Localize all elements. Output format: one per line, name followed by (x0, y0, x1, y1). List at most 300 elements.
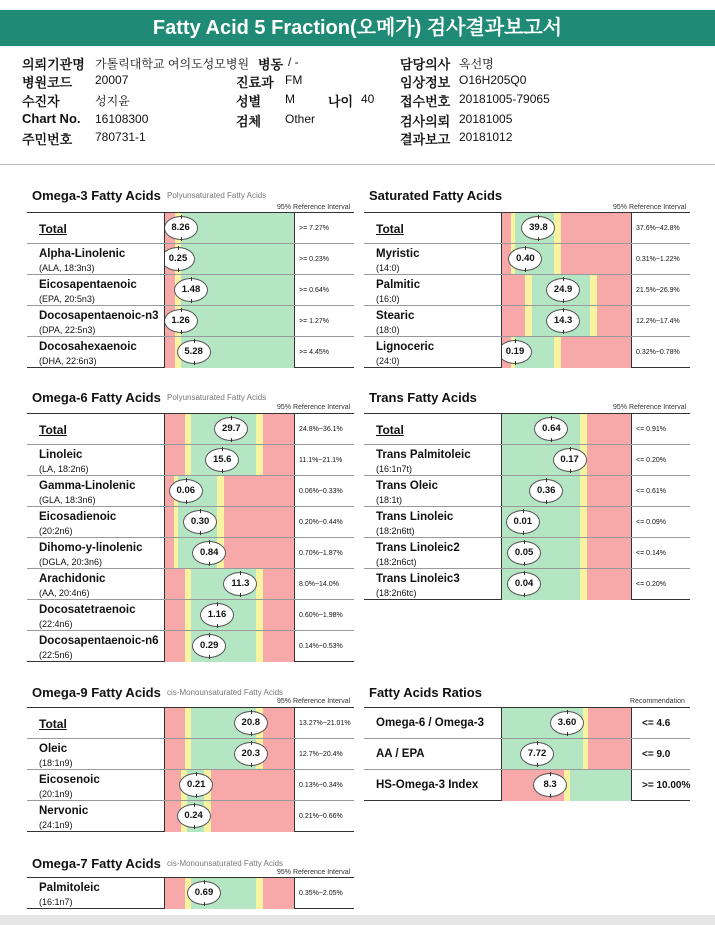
info-value: / - (288, 55, 299, 69)
range-bar (502, 445, 632, 475)
marker-tick (550, 772, 551, 776)
range-bar (165, 878, 295, 909)
range-bar (502, 538, 632, 568)
result-row (27, 708, 354, 739)
result-row (364, 476, 690, 507)
range-segment-red (587, 414, 633, 444)
analyte-code: (24:0) (376, 356, 400, 366)
analyte-name: Total (39, 423, 67, 437)
result-row (27, 244, 354, 275)
analyte-name: Total (376, 423, 404, 437)
range-segment-red (502, 275, 525, 305)
value-marker (192, 541, 226, 565)
reference-range: 37.6%~42.8% (636, 225, 680, 232)
info-value: 가톨릭대학교 여의도성모병원 (95, 57, 250, 71)
result-row (364, 337, 690, 368)
analyte-name: Docosatetraenoic (39, 604, 136, 616)
marker-tick (546, 478, 547, 482)
result-value: 3.60 (557, 717, 577, 728)
range-segment-red (263, 878, 296, 909)
result-value: 0.84 (199, 547, 219, 558)
result-row (27, 306, 354, 337)
row-name-cell (27, 507, 165, 537)
result-row (364, 507, 690, 538)
marker-tick (217, 602, 218, 606)
reference-range: 0.06%~0.33% (299, 488, 343, 495)
range-segment-red (587, 507, 633, 537)
range-segment-red (588, 739, 632, 769)
row-name-cell (27, 631, 165, 662)
value-marker (520, 742, 554, 766)
value-marker (169, 479, 203, 503)
result-row (27, 507, 354, 538)
range-segment-red (263, 600, 296, 630)
value-marker (234, 711, 268, 735)
marker-tick (570, 447, 571, 451)
reference-range: >= 0.23% (299, 256, 329, 263)
section-subtitle: cis-Monounsaturated Fatty Acids (167, 688, 284, 697)
info-value: FM (285, 73, 303, 87)
marker-tick (546, 500, 547, 504)
marker-tick (209, 562, 210, 566)
result-value: 1.26 (171, 315, 190, 326)
analyte-code: (16:1n7t) (376, 464, 413, 474)
range-bar (165, 445, 295, 475)
range-bar (502, 739, 632, 769)
analyte-code: (18:1t) (376, 495, 403, 505)
analyte-name: Eicosenoic (39, 774, 100, 786)
info-label: 임상정보 (400, 75, 451, 90)
range-bar (165, 739, 295, 769)
analyte-code: (AA, 20:4n6) (39, 588, 90, 598)
range-segment-red (263, 569, 296, 599)
marker-tick (231, 438, 232, 442)
reference-range: 0.20%~0.44% (299, 519, 343, 526)
result-row (27, 801, 354, 832)
row-name-cell (27, 337, 165, 368)
section-subtitle: Polyunsaturated Fatty Acids (167, 191, 267, 200)
result-row (27, 569, 354, 600)
analyte-name: Trans Linoleic (376, 511, 454, 523)
analyte-code: (18:2n6ct) (376, 557, 417, 567)
marker-tick (200, 509, 201, 513)
range-segment-red (211, 770, 296, 800)
marker-tick (222, 469, 223, 473)
info-label: 의뢰기관명 (22, 57, 85, 72)
reference-range: <= 0.20% (636, 581, 666, 588)
range-segment-red (502, 306, 525, 336)
range-segment-red (211, 801, 296, 832)
analyte-code: (GLA, 18:3n6) (39, 495, 96, 505)
analyte-name: Docosapentaenoic-n6 (39, 635, 159, 647)
panel-omega3 (27, 212, 354, 368)
panel-omega9 (27, 707, 354, 832)
row-name-cell (364, 507, 502, 537)
marker-tick (204, 902, 205, 906)
result-value: 8.26 (171, 222, 190, 233)
analyte-name: Omega-6 / Omega-3 (376, 717, 485, 729)
analyte-name: Palmitoleic (39, 882, 100, 894)
marker-tick (191, 299, 192, 303)
age-value: 40 (361, 92, 375, 106)
analyte-code: (16:0) (376, 294, 400, 304)
reference-range: >= 10.00% (642, 780, 691, 791)
range-segment-red (587, 476, 633, 506)
range-bar (502, 414, 632, 444)
info-value: 16108300 (95, 112, 149, 126)
range-segment-red (587, 445, 633, 475)
range-segment-red (561, 337, 633, 368)
marker-tick (524, 540, 525, 544)
range-bar (502, 708, 632, 738)
marker-tick (567, 710, 568, 714)
analyte-code: (DHA, 22:6n3) (39, 356, 97, 366)
reference-range: 0.21%~0.66% (299, 813, 343, 820)
marker-tick (251, 763, 252, 767)
marker-tick (181, 215, 182, 219)
reference-range: >= 7.27% (299, 225, 329, 232)
info-label: 성별 (236, 94, 262, 109)
section-title: Omega-3 Fatty Acids (32, 188, 161, 203)
analyte-code: (EPA, 20:5n3) (39, 294, 95, 304)
analyte-name: Lignoceric (376, 341, 435, 353)
row-name-cell (364, 414, 502, 444)
section-title: Omega-9 Fatty Acids (32, 685, 161, 700)
marker-tick (563, 299, 564, 303)
result-row (27, 770, 354, 801)
range-bar (165, 275, 295, 305)
analyte-name: Arachidonic (39, 573, 106, 585)
value-marker (529, 479, 563, 503)
reference-range: 21.5%~26.9% (636, 287, 680, 294)
value-marker (177, 340, 211, 364)
result-value: 0.05 (514, 547, 534, 558)
marker-tick (196, 772, 197, 776)
marker-tick (231, 416, 232, 420)
analyte-name: Docosapentaenoic-n3 (39, 310, 159, 322)
range-segment-red (224, 538, 296, 568)
marker-tick (563, 308, 564, 312)
reference-range: <= 0.09% (636, 519, 666, 526)
row-name-cell (364, 275, 502, 305)
reference-range: 0.32%~0.78% (636, 349, 680, 356)
range-bar (165, 244, 295, 274)
row-name-cell (27, 878, 165, 909)
range-segment-red (165, 631, 185, 662)
info-value: 옥선명 (459, 57, 494, 71)
marker-tick (563, 330, 564, 334)
value-marker (234, 742, 268, 766)
analyte-name: Total (39, 717, 67, 731)
value-marker (192, 634, 226, 658)
range-segment-red (263, 631, 296, 662)
range-segment-red (263, 414, 296, 444)
marker-tick (209, 633, 210, 637)
analyte-code: (24:1n9) (39, 820, 73, 830)
marker-tick (523, 509, 524, 513)
row-name-cell (27, 476, 165, 506)
analyte-name: Myristic (376, 248, 420, 260)
marker-tick (537, 763, 538, 767)
result-row (364, 275, 690, 306)
range-segment-red (561, 213, 633, 243)
analyte-name: Dihomo-y-linolenic (39, 542, 143, 554)
info-label: 주민번호 (22, 132, 73, 147)
marker-tick (525, 268, 526, 272)
marker-tick (550, 794, 551, 798)
marker-tick (181, 308, 182, 312)
value-marker (553, 448, 587, 472)
reference-range: <= 4.6 (642, 718, 671, 729)
result-row (364, 538, 690, 569)
row-name-cell (27, 708, 165, 738)
range-segment-red (597, 275, 632, 305)
analyte-name: Oleic (39, 743, 68, 755)
analyte-code: (LA, 18:2n6) (39, 464, 89, 474)
value-marker (546, 309, 580, 333)
marker-tick (551, 416, 552, 420)
range-bar (165, 600, 295, 630)
footer-band (0, 915, 715, 925)
result-row (364, 445, 690, 476)
result-value: 0.19 (505, 346, 525, 357)
range-segment-red (597, 306, 632, 336)
range-segment-red (165, 878, 185, 909)
result-row (27, 445, 354, 476)
marker-tick (178, 268, 179, 272)
marker-tick (181, 237, 182, 241)
row-name-cell (27, 569, 165, 599)
marker-tick (251, 732, 252, 736)
range-bar (165, 476, 295, 506)
value-marker (521, 216, 555, 240)
row-name-cell (27, 306, 165, 336)
analyte-code: (18:2n6tt) (376, 526, 415, 536)
marker-tick (217, 624, 218, 628)
result-value: 0.30 (190, 516, 210, 527)
marker-tick (570, 469, 571, 473)
reference-range: 13.27%~21.01% (299, 720, 351, 727)
marker-tick (204, 880, 205, 884)
row-name-cell (364, 770, 502, 801)
result-value: 39.8 (529, 222, 548, 233)
reference-range: 11.1%~21.1% (299, 457, 343, 464)
result-value: 0.24 (184, 810, 203, 821)
value-marker (187, 881, 221, 905)
marker-tick (209, 655, 210, 659)
range-bar (502, 476, 632, 506)
row-name-cell (364, 244, 502, 274)
marker-tick (524, 562, 525, 566)
row-name-cell (27, 275, 165, 305)
result-value: 20.3 (241, 748, 261, 759)
range-segment-red (224, 507, 296, 537)
result-value: 0.04 (514, 578, 534, 589)
reference-range: 0.14%~0.53% (299, 643, 343, 650)
info-value: M (285, 92, 295, 106)
panel-omega7 (27, 877, 354, 909)
marker-tick (251, 741, 252, 745)
range-segment-red (165, 708, 185, 738)
result-row (27, 631, 354, 662)
marker-tick (181, 330, 182, 334)
analyte-name: Nervonic (39, 805, 89, 817)
info-label: 검사의뢰 (400, 114, 451, 129)
section-subtitle: cis-Monounsaturated Fatty Acids (167, 859, 284, 868)
panel-ratios (364, 707, 690, 801)
analyte-name: Docosahexaenoic (39, 341, 137, 353)
result-row (27, 213, 354, 244)
analyte-name: Trans Linoleic3 (376, 573, 460, 585)
marker-tick (222, 447, 223, 451)
analyte-code: (14:0) (376, 263, 400, 273)
value-marker (165, 309, 198, 333)
range-segment-red (224, 476, 296, 506)
info-label: Chart No. (22, 111, 81, 126)
value-marker (533, 773, 567, 797)
info-label: 접수번호 (400, 94, 451, 109)
reference-range: 0.70%~1.87% (299, 550, 343, 557)
analyte-code: (DGLA, 20:3n6) (39, 557, 103, 567)
result-value: 0.36 (536, 485, 556, 496)
row-name-cell (27, 213, 165, 243)
panel-omega6 (27, 413, 354, 662)
marker-tick (191, 277, 192, 281)
reference-range: <= 9.0 (642, 749, 671, 760)
range-bar (165, 538, 295, 568)
marker-tick (240, 593, 241, 597)
range-segment-red (165, 600, 185, 630)
value-marker (508, 247, 542, 271)
range-bar (165, 507, 295, 537)
info-value: 20007 (95, 73, 129, 87)
value-marker (205, 448, 239, 472)
range-segment-red (588, 708, 632, 738)
marker-tick (240, 571, 241, 575)
marker-tick (537, 741, 538, 745)
reference-range: 8.0%~14.0% (299, 581, 339, 588)
range-bar (502, 337, 632, 368)
row-name-cell (364, 337, 502, 368)
result-value: 0.01 (513, 516, 533, 527)
marker-tick (524, 571, 525, 575)
result-value: 5.28 (184, 346, 203, 357)
range-bar (165, 631, 295, 662)
result-row (364, 213, 690, 244)
analyte-name: Trans Linoleic2 (376, 542, 460, 554)
result-row (27, 414, 354, 445)
section-title: Omega-7 Fatty Acids (32, 856, 161, 871)
info-label: 담당의사 (400, 57, 451, 72)
section-title: Fatty Acids Ratios (369, 685, 482, 700)
marker-tick (525, 246, 526, 250)
reference-interval-label: 95% Reference Interval (277, 698, 351, 705)
value-marker (550, 711, 584, 735)
result-row (27, 476, 354, 507)
value-marker (179, 773, 213, 797)
reference-range: 0.13%~0.34% (299, 782, 343, 789)
analyte-name: Eicosadienoic (39, 511, 117, 523)
result-row (364, 708, 690, 739)
range-bar (165, 801, 295, 832)
range-bar (502, 507, 632, 537)
analyte-code: (18:2n6tc) (376, 588, 417, 598)
range-segment-red (165, 445, 185, 475)
marker-tick (515, 339, 516, 343)
row-name-cell (364, 445, 502, 475)
result-row (27, 337, 354, 368)
range-segment-red (165, 507, 174, 537)
marker-tick (209, 540, 210, 544)
marker-tick (186, 478, 187, 482)
info-value: O16H205Q0 (459, 73, 527, 87)
analyte-code: (22:5n6) (39, 650, 73, 660)
range-bar (165, 306, 295, 336)
analyte-name: Eicosapentaenoic (39, 279, 137, 291)
info-label: 검체 (236, 114, 262, 129)
reference-range: 12.7%~20.4% (299, 751, 343, 758)
info-value: 20181012 (459, 130, 513, 144)
range-segment-green (181, 244, 293, 274)
analyte-code: (16:1n7) (39, 897, 73, 907)
value-marker (174, 278, 208, 302)
result-row (27, 275, 354, 306)
analyte-name: Alpha-Linolenic (39, 248, 126, 260)
range-bar (165, 213, 295, 243)
reference-range: >= 4.45% (299, 349, 329, 356)
reference-range: >= 0.64% (299, 287, 329, 294)
result-row (364, 414, 690, 445)
reference-range: 0.31%~1.22% (636, 256, 680, 263)
result-row (27, 538, 354, 569)
marker-tick (538, 215, 539, 219)
range-bar (165, 770, 295, 800)
marker-tick (194, 339, 195, 343)
reference-range: 0.35%~2.05% (299, 890, 343, 897)
reference-range: <= 0.14% (636, 550, 666, 557)
panel-saturated (364, 212, 690, 368)
row-name-cell (27, 445, 165, 475)
result-value: 0.25 (168, 253, 188, 264)
result-value: 1.48 (181, 284, 201, 295)
marker-tick (538, 237, 539, 241)
range-segment-red (165, 739, 185, 769)
range-bar (502, 569, 632, 600)
result-row (27, 878, 354, 909)
result-value: 0.40 (516, 253, 535, 264)
info-label: 병원코드 (22, 75, 73, 90)
result-value: 11.3 (231, 578, 250, 589)
range-bar (165, 337, 295, 368)
reference-interval-label: 95% Reference Interval (613, 404, 687, 411)
row-name-cell (27, 801, 165, 832)
value-marker (507, 572, 541, 596)
analyte-code: (DPA, 22:5n3) (39, 325, 96, 335)
reference-range: 12.2%~17.4% (636, 318, 680, 325)
range-bar (502, 275, 632, 305)
analyte-name: Palmitic (376, 279, 421, 291)
analyte-name: HS-Omega-3 Index (376, 779, 479, 791)
info-value: 20181005-79065 (459, 92, 550, 106)
section-title: Saturated Fatty Acids (369, 188, 503, 203)
analyte-name: Gamma-Linolenic (39, 480, 136, 492)
value-marker (200, 603, 234, 627)
analyte-code: (18:1n9) (39, 758, 73, 768)
range-bar (502, 244, 632, 274)
info-label: 수진자 (22, 94, 60, 109)
info-value: 성지윤 (95, 94, 130, 108)
value-marker (177, 804, 211, 828)
